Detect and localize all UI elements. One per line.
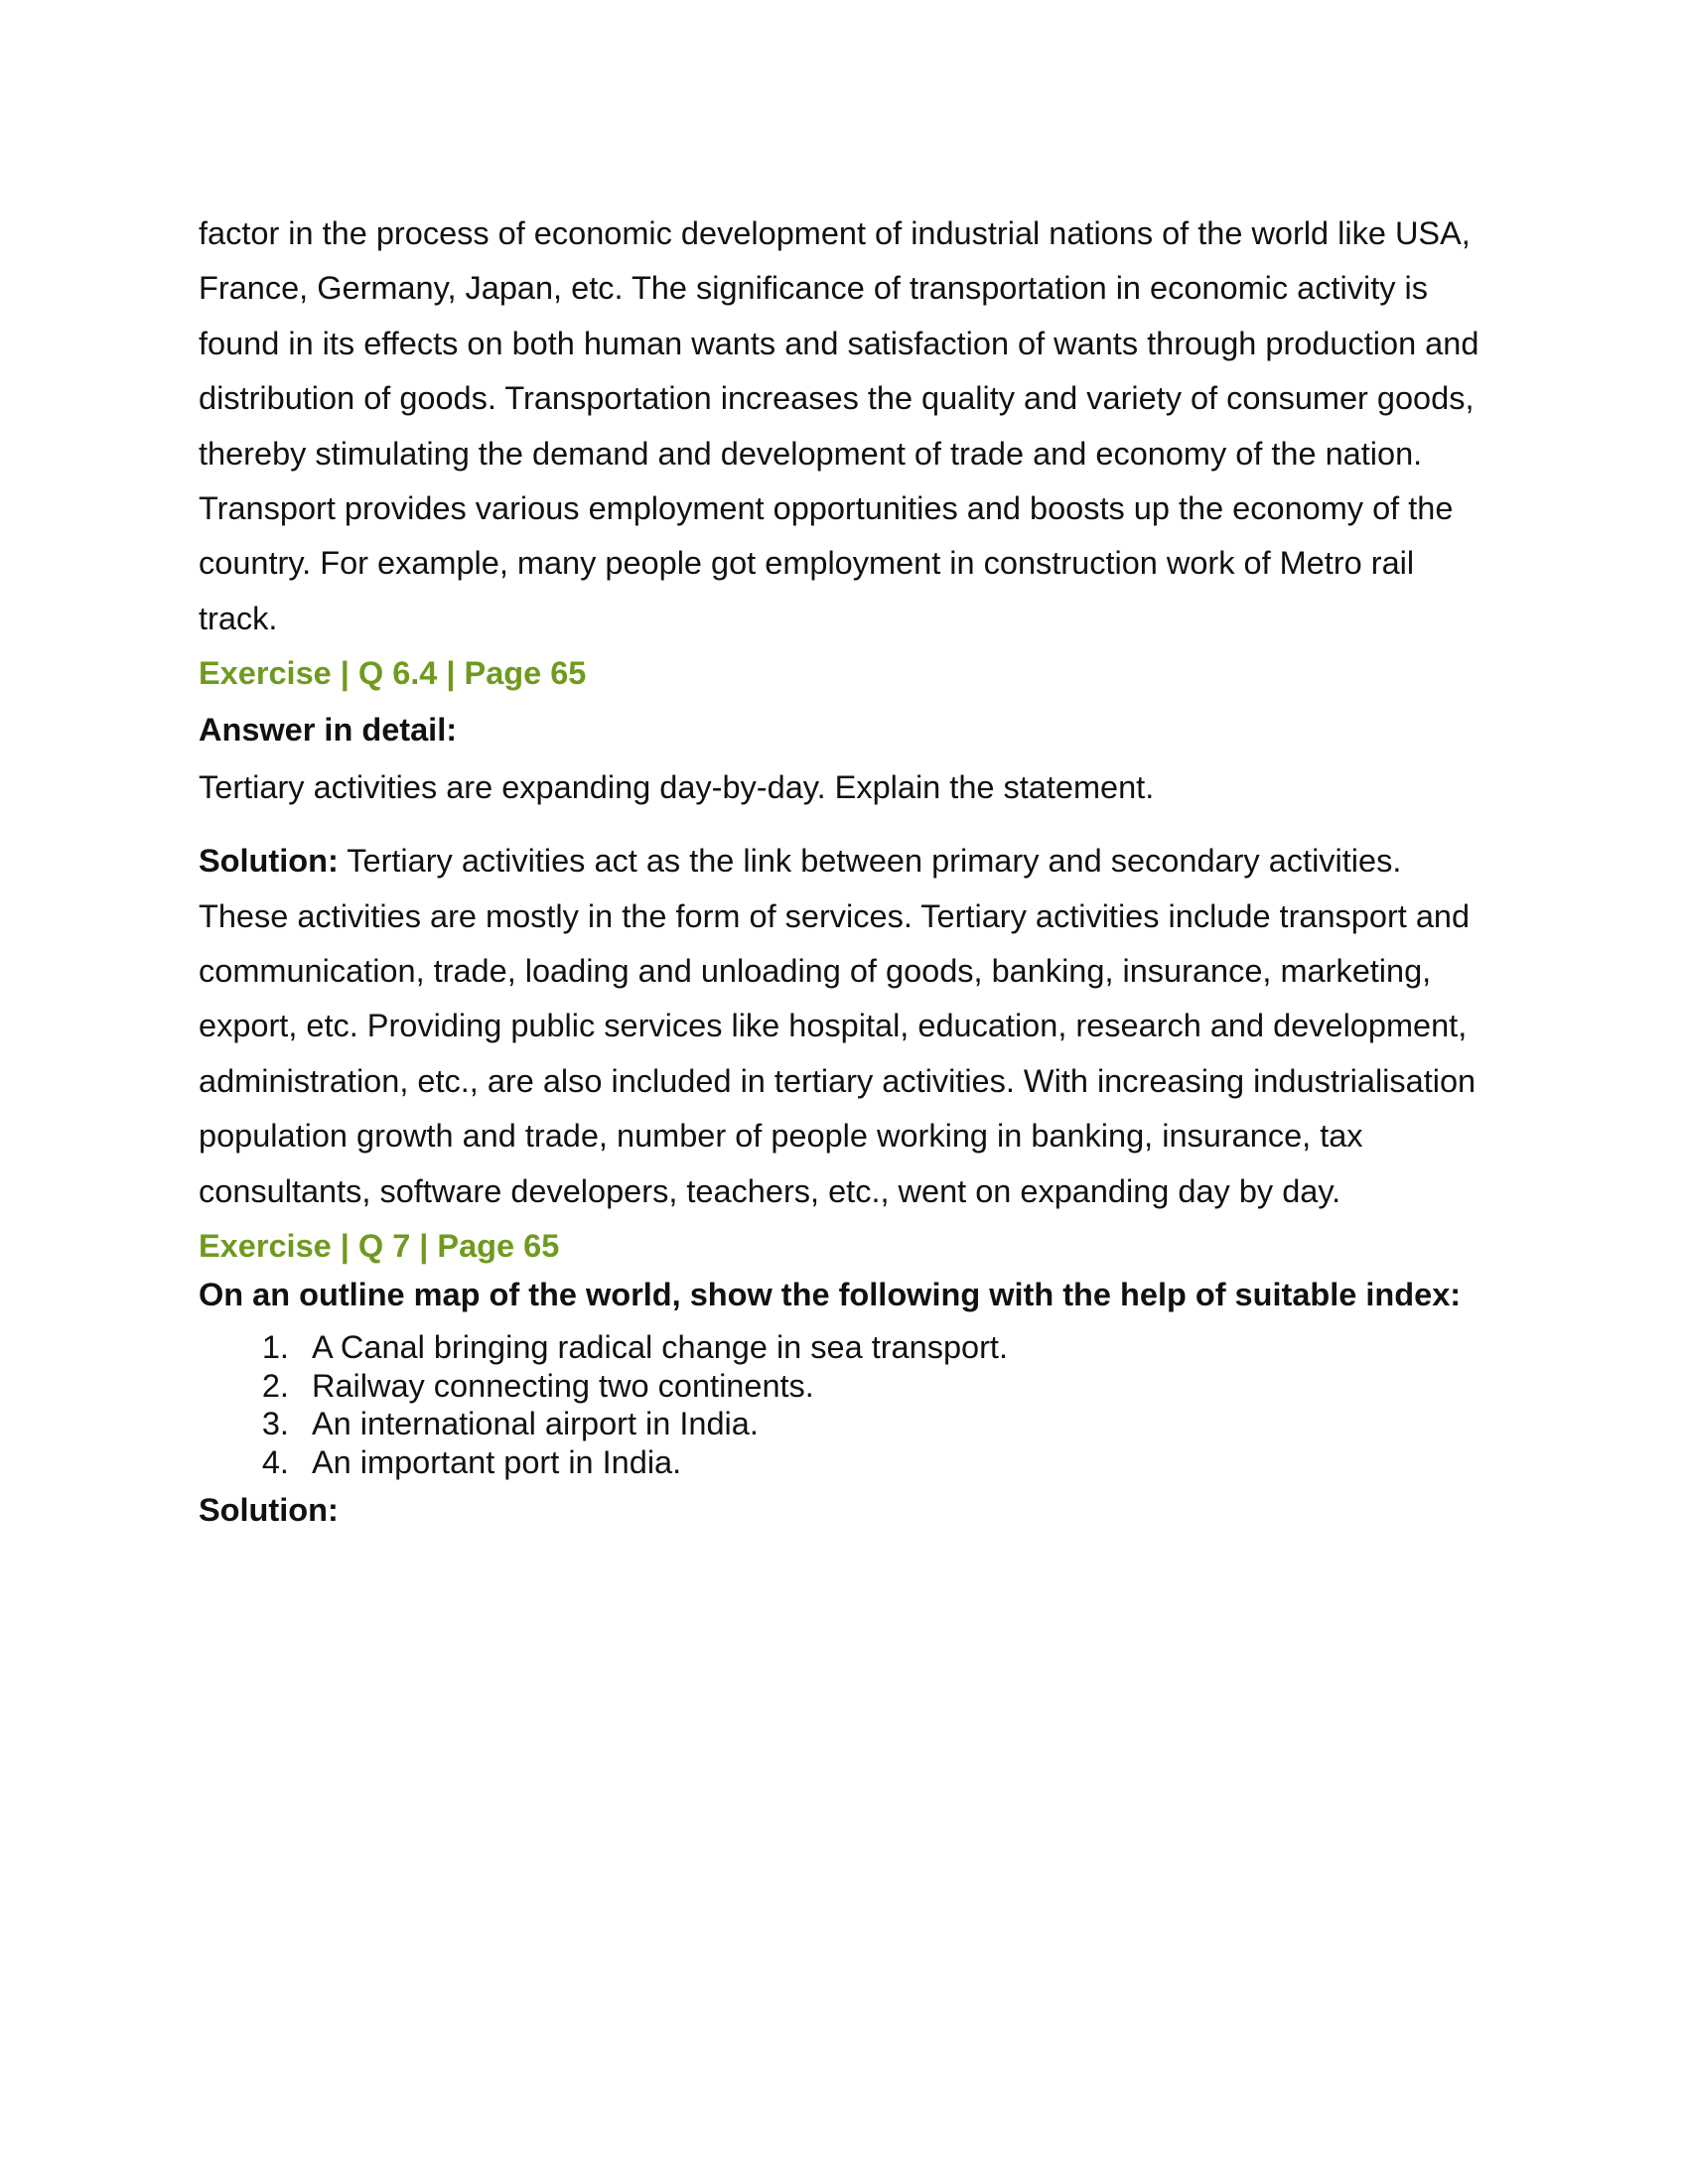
document-page (199, 206, 1489, 1539)
solution-label-q7: Solution: (199, 1492, 339, 1529)
exercise-heading-q7: Exercise | Q 7 | Page 65 (199, 1228, 560, 1265)
solution-label: Solution: (199, 843, 339, 880)
solution-text: Tertiary activities act as the link between primary and secondary activities. These activities are mostly in the form of services. Tertiary activities include transport and communication, trade, loading and unloading of goods, banking, insurance, marketing, export, etc. Providing public services like hospital, education, research and development, administration, etc., are also included in tertiary activities. With increasing industrialisation population growth and trade, number of people working in banking, insurance, tax consultants, software developers, teachers, etc., went on expanding day by day. (199, 843, 1477, 1209)
list-item: 4. An important port in India. (298, 1443, 1489, 1482)
exercise-heading-q6-4: Exercise | Q 6.4 | Page 65 (199, 655, 587, 692)
question-text-q6-4: Tertiary activities are expanding day-by-day. Explain the statement. (199, 769, 1155, 806)
question-text-q7: On an outline map of the world, show the following with the help of suitable index: (199, 1277, 1462, 1313)
answer-in-detail-heading: Answer in detail: (199, 712, 458, 749)
list-item: 2. Railway connecting two continents. (298, 1367, 1489, 1406)
solution-paragraph-q6-4 (199, 834, 1489, 1219)
list-item: 1. A Canal bringing radical change in sea transport. (298, 1328, 1489, 1367)
map-items-list (199, 1328, 1489, 1481)
list-item: 3. An international airport in India. (298, 1405, 1489, 1443)
intro-paragraph: factor in the process of economic development of industrial nations of the world like USA, France, Germany, Japan, etc. The significance of transportation in economic activity is found in its effects on both human wants and satisfaction of wants through production and distribution of goods. Transportation increases the quality and variety of consumer goods, thereby stimulating the demand and development of trade and economy of the nation. Transport provides various employment opportunities and boosts up the economy of the country. For example, many people got employment in construction work of Metro rail track. (199, 215, 1479, 636)
